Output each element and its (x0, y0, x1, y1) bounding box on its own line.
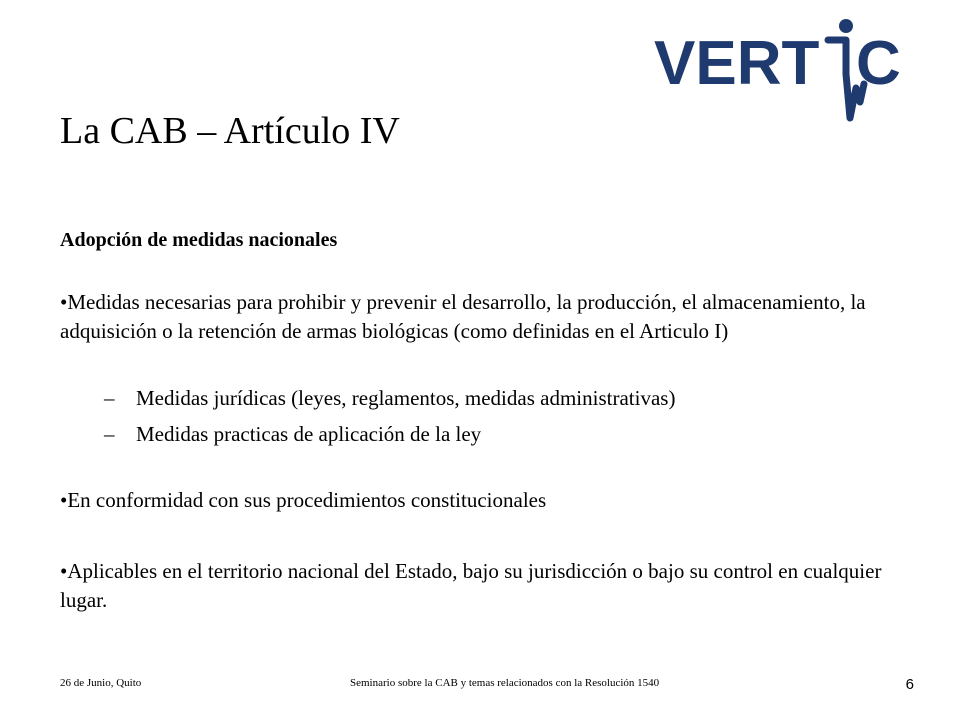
footer-seminar: Seminario sobre la CAB y temas relacionados con la Resolución 1540 (350, 677, 660, 689)
bullet-territory: •Aplicables en el territorio nacional del Estado, bajo su jurisdicción o bajo su control en cualquier lugar. (60, 559, 882, 612)
dash-marker: – (104, 386, 115, 410)
sub-item-practical-measures (104, 420, 924, 449)
logo-dot (839, 19, 853, 33)
logo-text-vert: VERT (654, 29, 820, 98)
sub-item-text: Medidas jurídicas (leyes, reglamentos, medidas administrativas) (136, 386, 676, 410)
sub-item-text: Medidas practicas de aplicación de la ley (136, 422, 482, 446)
slide-title: La CAB – Artículo IV (60, 110, 400, 152)
bullet-measures: •Medidas necesarias para prohibir y prevenir el desarrollo, la producción, el almacenamiento, la adquisición o la retención de armas biológicas (como definidas en el Articulo I) (60, 290, 866, 343)
page-number: 6 (905, 676, 914, 693)
footer-date: 26 de Junio, Quito (60, 677, 142, 689)
dash-marker: – (104, 422, 115, 446)
bullet-constitutional: •En conformidad con sus procedimientos constitucionales (60, 488, 547, 512)
vertic-logo (650, 14, 912, 126)
logo-text-c: C (856, 29, 901, 98)
section-heading: Adopción de medidas nacionales (60, 229, 338, 251)
sub-item-legal-measures (104, 384, 924, 413)
